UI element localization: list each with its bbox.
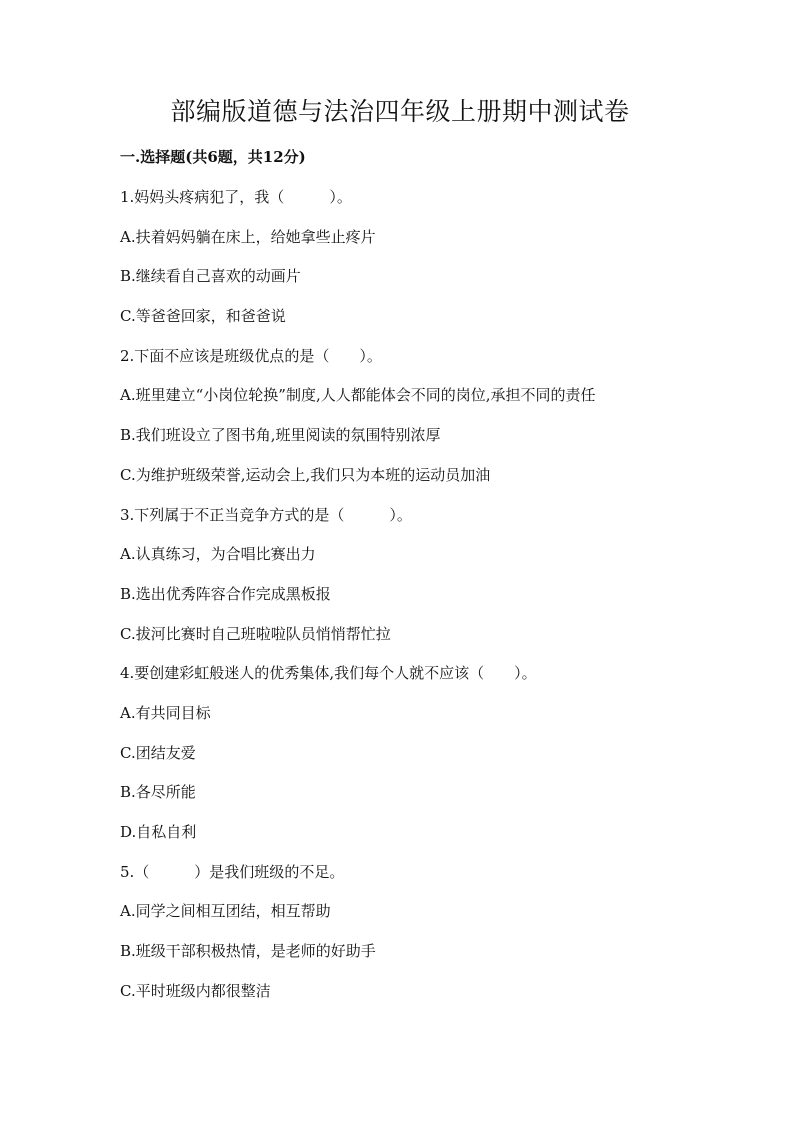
page-title: 部编版道德与法治四年级上册期中测试卷 — [170, 97, 630, 126]
question-4-stem: 4.要创建彩虹般迷人的优秀集体,我们每个人就不应该（ ）。 — [120, 664, 537, 683]
question-5-stem: 5.（ ）是我们班级的不足。 — [120, 862, 345, 881]
question-5-option-a: A.同学之间相互团结，相互帮助 — [120, 902, 331, 921]
question-1-stem: 1.妈妈头疼病犯了，我（ ）。 — [120, 188, 352, 206]
question-list — [120, 186, 740, 1019]
question-5-option-c: C.平时班级内都很整洁 — [120, 981, 271, 1000]
question-2-option-c: C.为维护班级荣誉,运动会上,我们只为本班的运动员加油 — [120, 465, 491, 484]
question-3-stem: 3.下列属于不正当竞争方式的是（ ）。 — [120, 505, 412, 524]
question-1-option-b: B.继续看自己喜欢的动画片 — [120, 267, 301, 286]
question-4-option-d: D.自私自利 — [120, 823, 197, 841]
question-5-option-b: B.班级干部积极热情，是老师的好助手 — [120, 942, 376, 961]
question-3-option-a: A.认真练习，为合唱比赛出力 — [120, 545, 316, 564]
question-2-option-b: B.我们班设立了图书角,班里阅读的氛围特别浓厚 — [120, 426, 441, 445]
question-2-option-a: A.班里建立“小岗位轮换”制度,人人都能体会不同的岗位,承担不同的责任 — [120, 386, 596, 405]
question-3-option-c: C.拔河比赛时自己班啦啦队员悄悄帮忙拉 — [120, 624, 391, 643]
question-2-stem: 2.下面不应该是班级优点的是（ ）。 — [120, 346, 382, 365]
question-1-option-a: A.扶着妈妈躺在床上，给她拿些止疼片 — [120, 227, 376, 246]
question-1-option-c: C.等爸爸回家，和爸爸说 — [120, 307, 286, 326]
question-4-option-c: C.团结友爱 — [120, 743, 196, 762]
question-4-option-a: A.有共同目标 — [120, 703, 211, 722]
section-heading: 一.选择题(共6题，共12分) — [120, 148, 306, 166]
question-3-option-b: B.选出优秀阵容合作完成黑板报 — [120, 584, 331, 603]
question-4-option-b: B.各尽所能 — [120, 783, 196, 802]
